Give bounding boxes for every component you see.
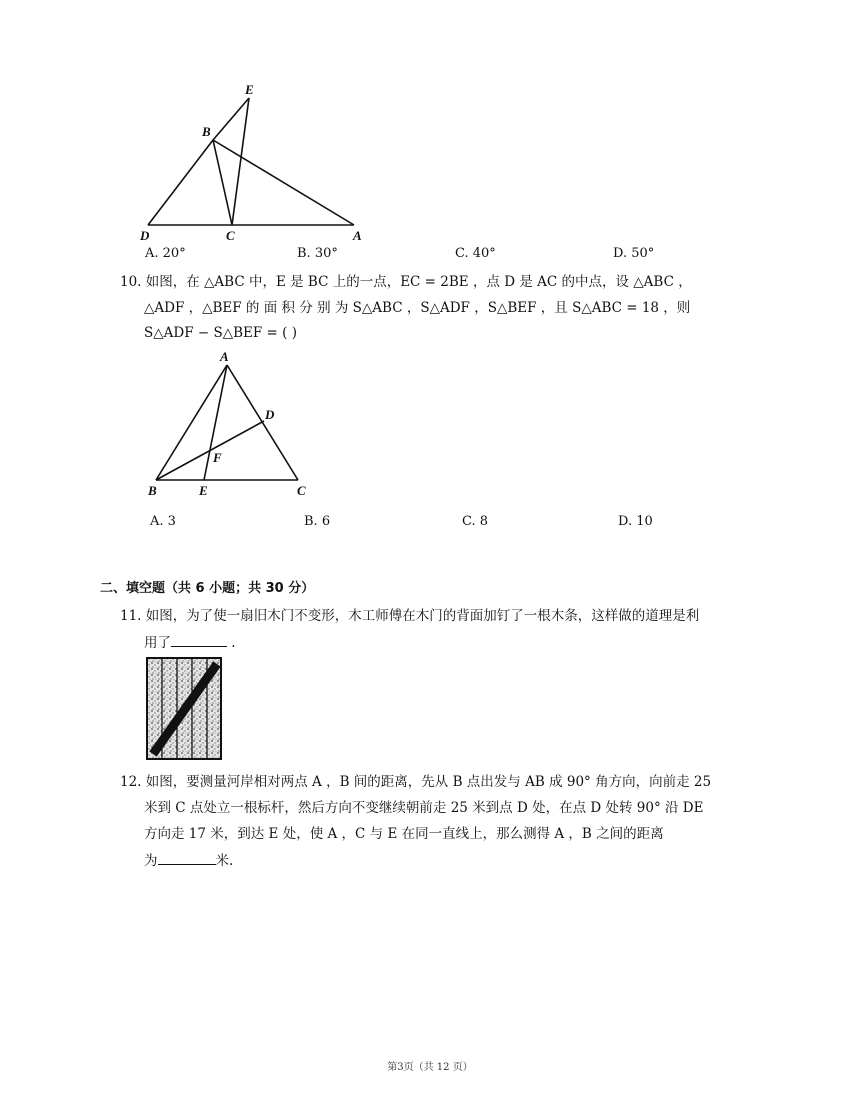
q12-line-4 (144, 850, 233, 871)
q9-line-DB (148, 140, 213, 225)
q9-label-A: A (353, 228, 362, 243)
q9-option-c: C. 40° (455, 246, 496, 261)
q10-option-b: B. 6 (304, 514, 331, 529)
q11-line-2-suffix: . (227, 635, 236, 651)
q10-line-2: △ADF ，△BEF 的 面 积 分 别 为 S△ABC ，S△ADF ，S△BEF ，且 S△ABC = 18 ，则 (144, 300, 691, 316)
q9-figure (135, 78, 375, 243)
q9-label-B: B (202, 124, 211, 139)
q9-label-E: E (245, 82, 254, 97)
q11-line-2-prefix: 用了 (144, 635, 171, 651)
q12-line-4-suffix: 米. (215, 853, 234, 869)
q9-line-BC (213, 140, 232, 225)
q12-line-3: 方向走 17 米，到达 E 处，使 A ，C 与 E 在同一直线上，那么测得 A ，B 之间的距离 (144, 826, 664, 842)
q10-label-A: A (220, 349, 229, 364)
q10-label-E: E (199, 483, 208, 498)
q12-line-1: 12. 如图，要测量河岸相对两点 A ，B 间的距离，先从 B 点出发与 AB 成 90° 角方向，向前走 25 (120, 774, 712, 790)
q9-label-D: D (140, 228, 150, 243)
q11-line-1: 11. 如图，为了使一扇旧木门不变形，木工师傅在木门的背面加钉了一根木条，这样做的道理是利 (120, 608, 700, 624)
q9-label-C: C (226, 228, 235, 243)
q12-answer-blank[interactable] (158, 850, 216, 865)
q11-answer-blank[interactable] (171, 632, 227, 647)
q10-line-3: S△ADF − S△BEF = ( ) (144, 325, 297, 341)
q10-line-1: 10. 如图，在 △ABC 中，E 是 BC 上的一点，EC = 2BE ，点 D 是 AC 的中点，设 △ABC ， (120, 274, 692, 290)
q10-label-B: B (148, 483, 157, 498)
q10-label-C: C (297, 483, 306, 498)
q10-figure (140, 345, 325, 503)
q12-line-2: 米到 C 点处立一根标杆，然后方向不变继续朝前走 25 米到点 D 处，在点 D 处转 90° 沿 DE (144, 800, 704, 816)
q10-option-d: D. 10 (618, 514, 653, 529)
q9-option-d: D. 50° (613, 246, 655, 261)
page-footer: 第3页（共 12 页） (387, 1062, 473, 1073)
q10-label-D: D (265, 407, 275, 422)
q9-option-a: A. 20° (145, 246, 186, 261)
q10-option-c: C. 8 (462, 514, 489, 529)
q9-option-b: B. 30° (297, 246, 338, 261)
q10-line-BD (156, 421, 264, 480)
q10-option-a: A. 3 (150, 514, 176, 529)
section-2-title: 二、填空题（共 6 小题；共 30 分） (100, 581, 315, 596)
q11-door-figure (145, 656, 223, 761)
q9-line-CE (232, 98, 249, 225)
q10-label-F: F (213, 450, 222, 465)
q11-line-2 (144, 632, 236, 653)
q12-line-4-prefix: 为 (144, 853, 158, 869)
